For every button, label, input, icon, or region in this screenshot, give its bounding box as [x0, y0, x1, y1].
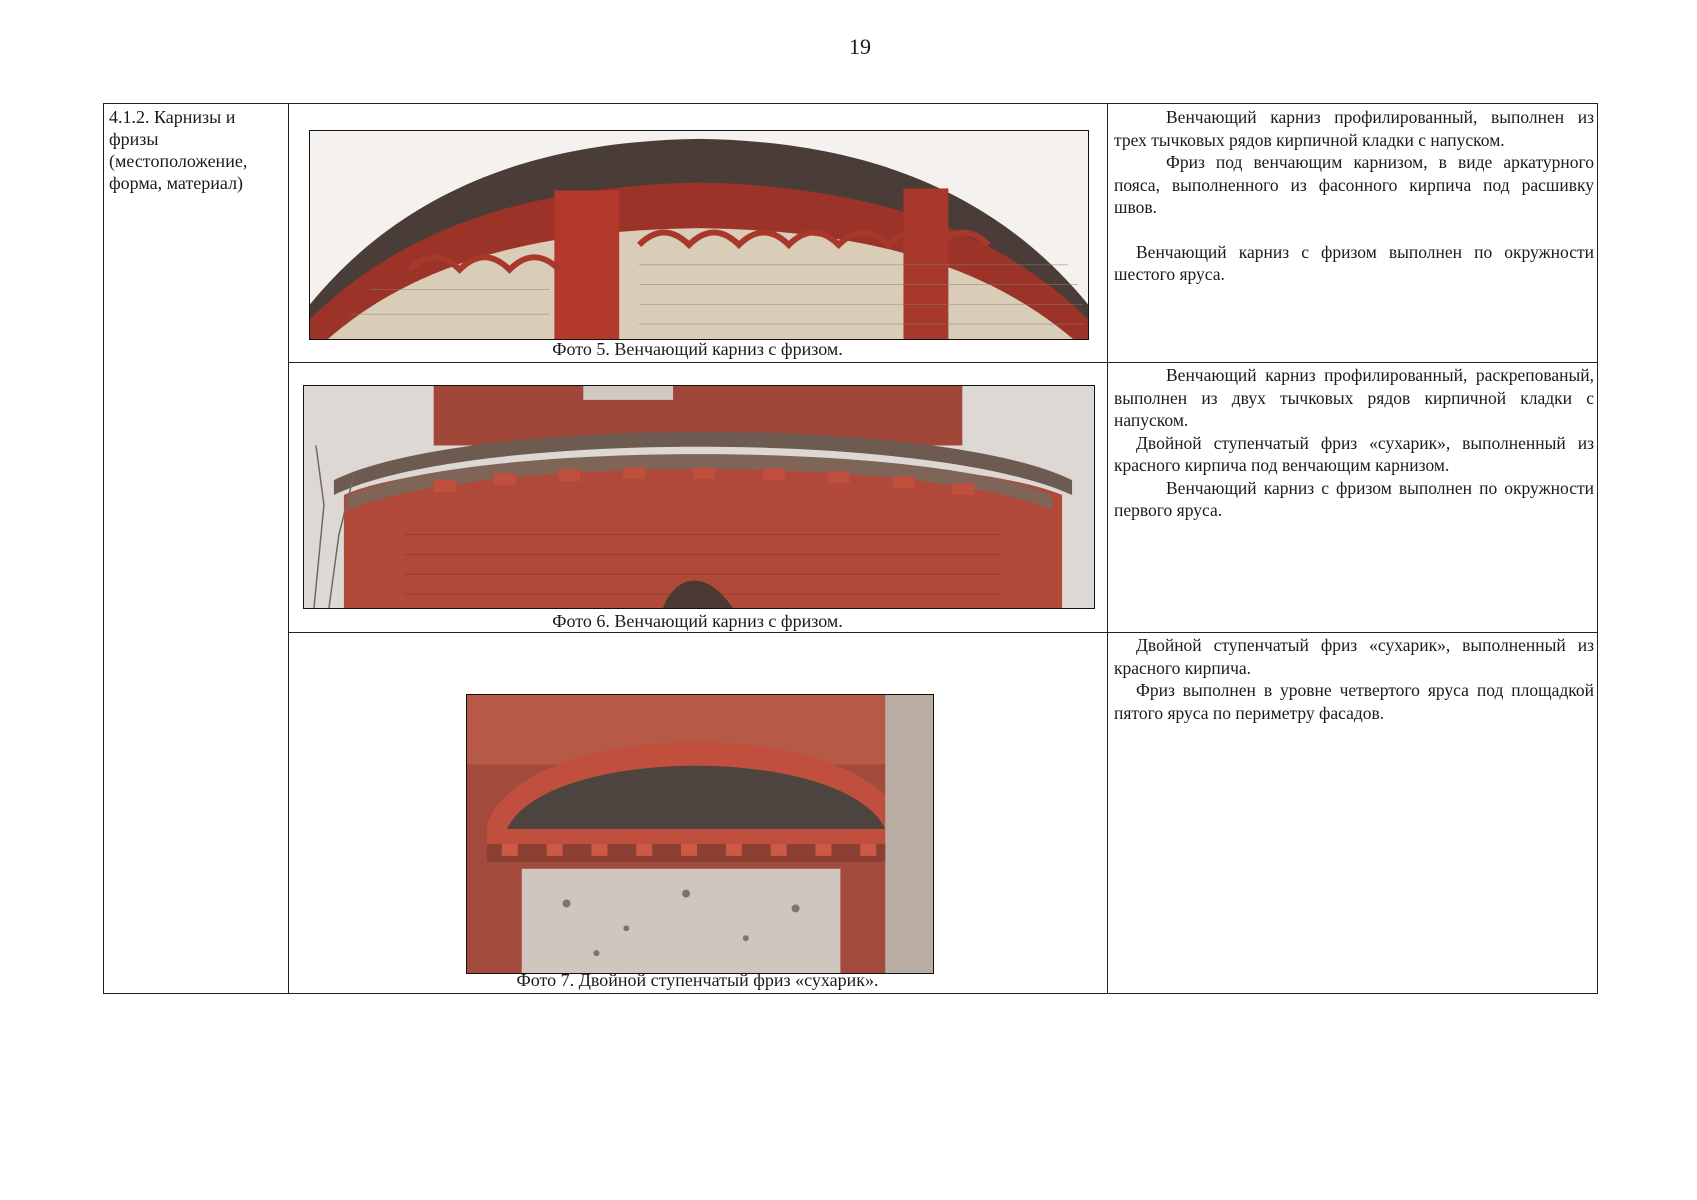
characteristics-table — [103, 103, 1598, 994]
description-paragraph: Двойной ступенчатый фриз «сухарик», выполненный из красного кирпича. — [1114, 635, 1594, 678]
description-paragraph: Венчающий карниз с фризом выполнен по окружности первого яруса. — [1114, 477, 1594, 520]
photo-7 — [466, 694, 934, 974]
photo-6-caption: Фото 6. Венчающий карниз с фризом. — [552, 611, 843, 631]
description-paragraph: Фриз под венчающим карнизом, в виде аркатурного пояса, выполненного из фасонного кирпича под расшивку швов. — [1114, 152, 1594, 217]
row-divider — [288, 362, 1597, 363]
description-paragraph: Венчающий карниз профилированный, выполнен из трех тычковых рядов кирпичной кладки с напуском. — [1114, 107, 1594, 150]
photo-6 — [303, 385, 1095, 609]
photo-7-caption: Фото 7. Двойной ступенчатый фриз «сухарик». — [516, 970, 879, 990]
description-paragraph: Фриз выполнен в уровне четвертого яруса под площадкой пятого яруса по периметру фасадов. — [1114, 680, 1594, 723]
column-divider — [1107, 104, 1108, 993]
description-paragraph: Венчающий карниз с фризом выполнен по окружности шестого яруса. — [1114, 241, 1594, 284]
row-1-description — [1114, 106, 1594, 286]
section-label: 4.1.2. Карнизы и фризы (местоположение, форма, материал) — [109, 107, 248, 193]
photo-5 — [309, 130, 1089, 340]
description-paragraph: Двойной ступенчатый фриз «сухарик», выполненный из красного кирпича под венчающим карнизом. — [1114, 432, 1594, 475]
description-paragraph: Венчающий карниз профилированный, раскрепованый, выполнен из двух тычковых рядов кирпичной кладки с напуском. — [1114, 365, 1594, 430]
row-2-description — [1114, 364, 1594, 522]
column-divider — [288, 104, 289, 993]
row-3-description — [1114, 634, 1594, 724]
page-number: 19 — [849, 34, 871, 59]
photo-5-caption: Фото 5. Венчающий карниз с фризом. — [552, 339, 843, 359]
row-divider — [288, 632, 1597, 633]
